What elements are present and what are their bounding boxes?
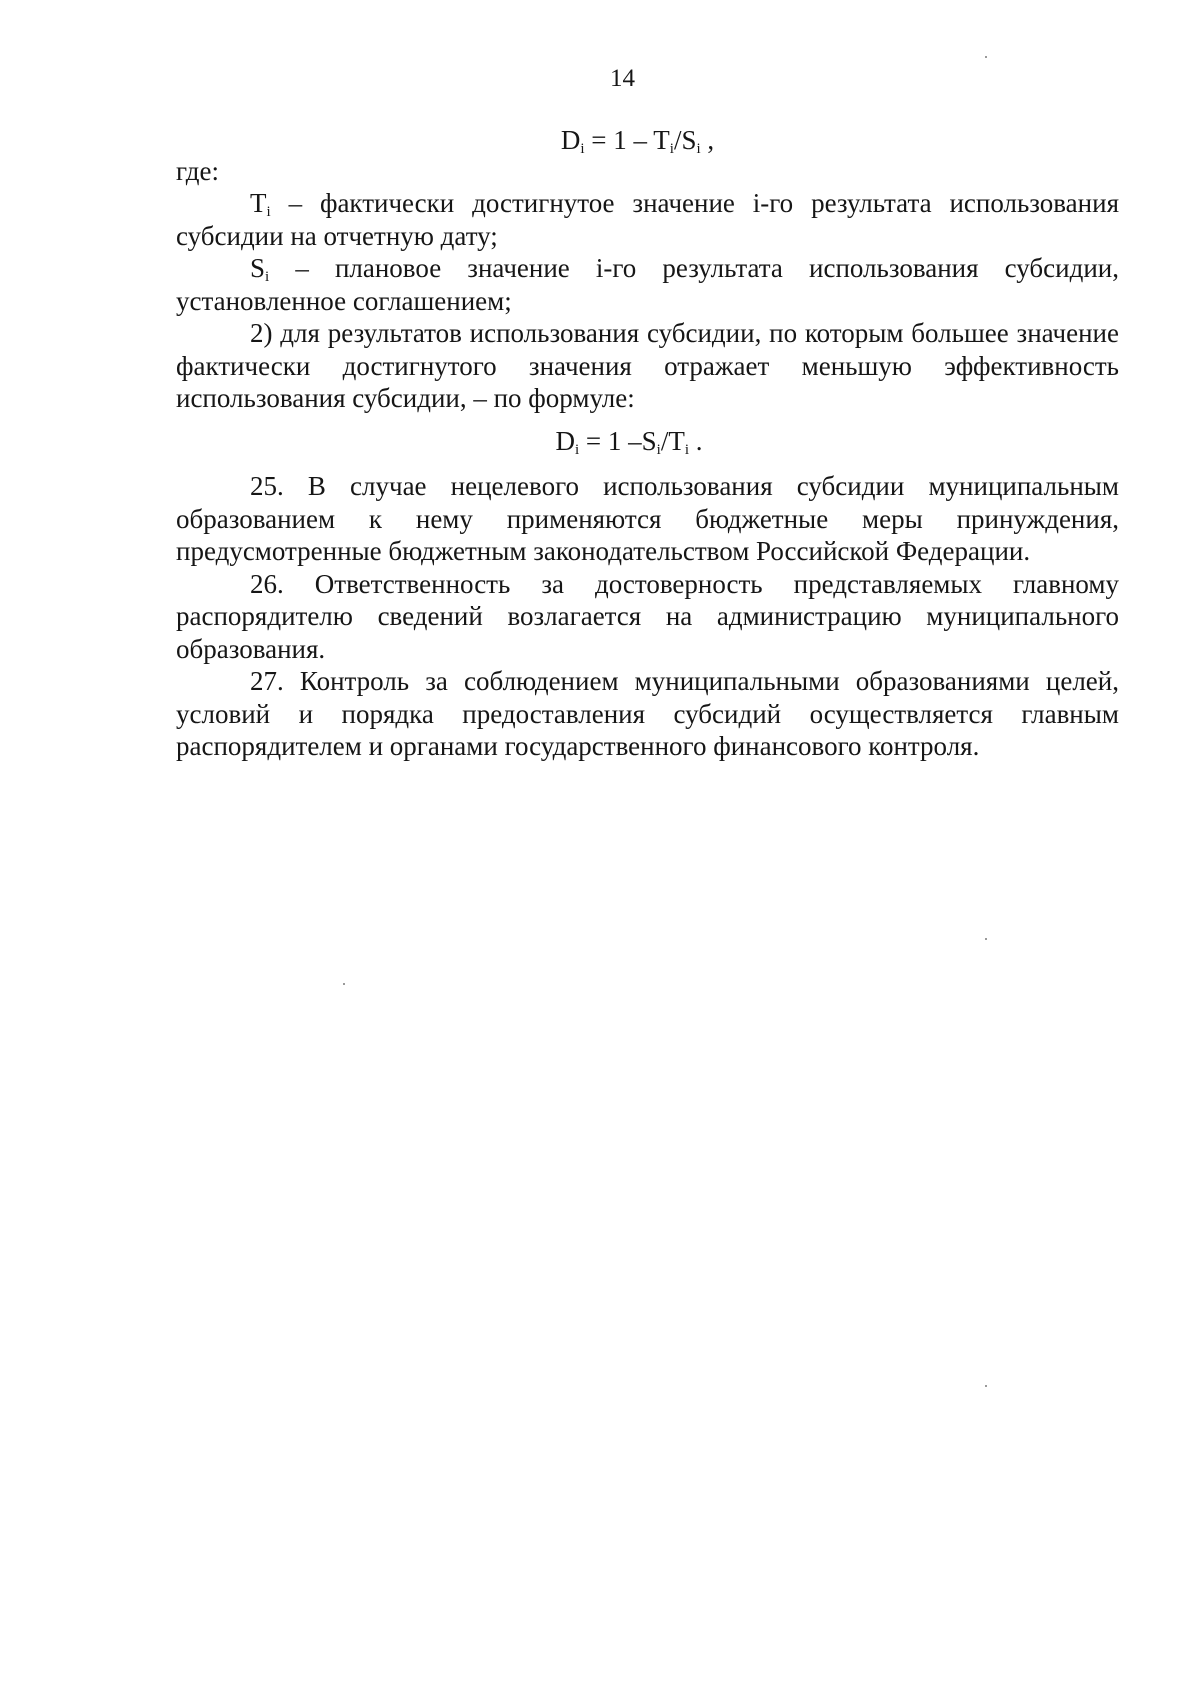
- formula-lhs-sub: i: [574, 442, 580, 458]
- where-label: где:: [176, 156, 219, 186]
- numbered-paragraphs: [176, 470, 1119, 763]
- definitions-block: [176, 187, 1119, 415]
- formula-tail: ,: [700, 125, 715, 155]
- formula-mid-sub: i: [656, 442, 661, 458]
- definition-t-text: – фактически достигнутое значение i-го результата использования субсидии на отчетную дату;: [176, 188, 1119, 251]
- scan-speck: [985, 1385, 987, 1387]
- formula-slash: /T: [660, 426, 685, 456]
- definition-s: [176, 252, 1119, 317]
- definition-s-sub: i: [265, 269, 270, 285]
- definition-t-var: T: [250, 188, 267, 218]
- paragraph-25: 25. В случае нецелевого использования субсидии муниципальным образованием к нему применяются бюджетные меры принуждения, предусмотренные бюджетным законодательством Российской Федерации.: [176, 471, 1119, 566]
- definition-s-var: S: [250, 253, 266, 283]
- scan-speck: [985, 56, 987, 58]
- formula-mid: = 1 –S: [579, 426, 657, 456]
- paragraph-27: 27. Контроль за соблюдением муниципальными образованиями целей, условий и порядка предоставления субсидий осуществляется главным распорядителем и органами государственного финансового контроля.: [176, 666, 1119, 761]
- scan-speck: [343, 983, 345, 985]
- formula-inverse: [0, 424, 1200, 458]
- formula-lhs-sub: i: [580, 141, 585, 157]
- page-number: 14: [610, 65, 635, 92]
- paragraph-26: 26. Ответственность за достоверность представляемых главному распорядителю сведений возлагается на администрацию муниципального образования.: [176, 568, 1119, 664]
- formula-mid: = 1 – T: [584, 125, 670, 155]
- definition-s-text: – плановое значение i-го результата использования субсидии, установленное соглашением;: [176, 253, 1119, 316]
- formula-lhs-var: D: [555, 426, 575, 456]
- formula-mid-sub: i: [669, 141, 674, 157]
- item-2-paragraph: 2) для результатов использования субсидии, по которым большее значение фактически достигнутого значения отражает меньшую эффективность использования субсидии, – по формуле:: [176, 318, 1119, 413]
- formula-lhs-var: D: [560, 125, 581, 155]
- scan-speck: [985, 938, 987, 940]
- formula-tail: .: [689, 426, 703, 456]
- definition-t: [176, 187, 1119, 252]
- formula-end-sub: i: [684, 442, 689, 458]
- formula-end-sub: i: [696, 141, 701, 157]
- formula-direct: [0, 123, 1200, 157]
- formula-slash: /S: [673, 125, 697, 155]
- definition-t-sub: i: [266, 204, 271, 220]
